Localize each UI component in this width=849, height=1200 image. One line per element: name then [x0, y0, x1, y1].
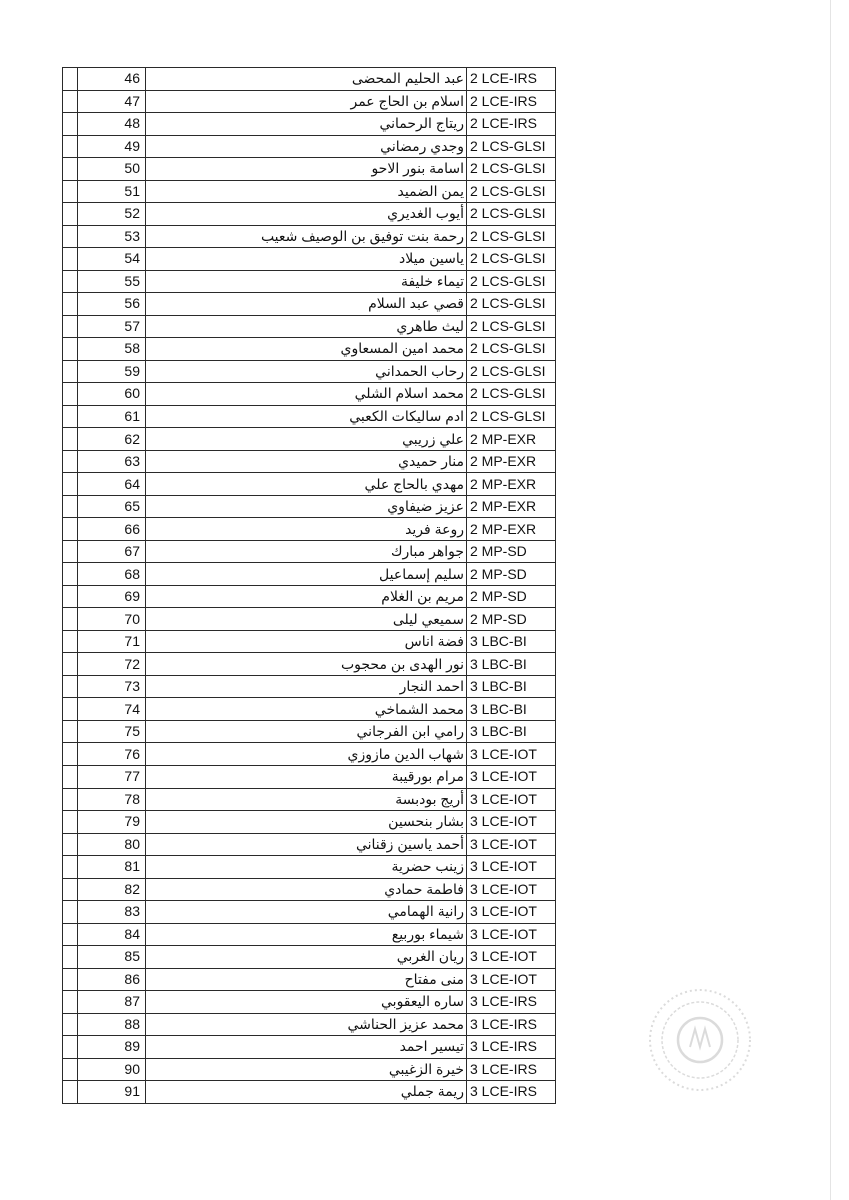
- student-name-cell: تيماء خليفة: [146, 270, 467, 293]
- table-row: [63, 675, 556, 698]
- class-group-cell: 3 LBC-BI: [467, 698, 556, 721]
- empty-cell: [63, 788, 78, 811]
- empty-cell: [63, 270, 78, 293]
- class-group-cell: 3 LBC-BI: [467, 653, 556, 676]
- student-name-cell: محمد عزيز الحناشي: [146, 1013, 467, 1036]
- table-row: [63, 585, 556, 608]
- student-name-cell: منار حميدي: [146, 450, 467, 473]
- table-row: [63, 428, 556, 451]
- roster-body: [63, 68, 556, 1104]
- row-number-cell: 71: [78, 630, 146, 653]
- class-group-cell: 3 LCE-IRS: [467, 1081, 556, 1104]
- row-number-cell: 69: [78, 585, 146, 608]
- empty-cell: [63, 180, 78, 203]
- student-name-cell: أحمد ياسين زقناني: [146, 833, 467, 856]
- row-number-cell: 73: [78, 675, 146, 698]
- class-group-cell: 2 LCE-IRS: [467, 68, 556, 91]
- student-name-cell: أريج بودبسة: [146, 788, 467, 811]
- row-number-cell: 53: [78, 225, 146, 248]
- class-group-cell: 2 MP-SD: [467, 563, 556, 586]
- table-row: [63, 788, 556, 811]
- row-number-cell: 86: [78, 968, 146, 991]
- student-name-cell: ياسين ميلاد: [146, 248, 467, 271]
- empty-cell: [63, 720, 78, 743]
- row-number-cell: 90: [78, 1058, 146, 1081]
- empty-cell: [63, 68, 78, 91]
- student-name-cell: اسامة بنور الاحو: [146, 158, 467, 181]
- student-name-cell: محمد اسلام الشلي: [146, 383, 467, 406]
- row-number-cell: 77: [78, 765, 146, 788]
- table-row: [63, 878, 556, 901]
- class-group-cell: 3 LCE-IOT: [467, 743, 556, 766]
- class-group-cell: 2 LCS-GLSI: [467, 383, 556, 406]
- class-group-cell: 2 LCS-GLSI: [467, 158, 556, 181]
- student-name-cell: سميعي ليلى: [146, 608, 467, 631]
- row-number-cell: 91: [78, 1081, 146, 1104]
- table-row: [63, 743, 556, 766]
- table-row: [63, 293, 556, 316]
- row-number-cell: 55: [78, 270, 146, 293]
- table-row: [63, 833, 556, 856]
- student-name-cell: مهدي بالحاج علي: [146, 473, 467, 496]
- row-number-cell: 85: [78, 946, 146, 969]
- empty-cell: [63, 968, 78, 991]
- empty-cell: [63, 315, 78, 338]
- row-number-cell: 59: [78, 360, 146, 383]
- class-group-cell: 2 LCS-GLSI: [467, 338, 556, 361]
- row-number-cell: 64: [78, 473, 146, 496]
- class-group-cell: 2 MP-EXR: [467, 428, 556, 451]
- table-row: [63, 765, 556, 788]
- empty-cell: [63, 495, 78, 518]
- class-group-cell: 2 MP-EXR: [467, 495, 556, 518]
- table-row: [63, 338, 556, 361]
- table-row: [63, 608, 556, 631]
- row-number-cell: 63: [78, 450, 146, 473]
- student-name-cell: ريتاج الرحماني: [146, 113, 467, 136]
- row-number-cell: 47: [78, 90, 146, 113]
- student-name-cell: ادم ساليكات الكعبي: [146, 405, 467, 428]
- row-number-cell: 61: [78, 405, 146, 428]
- empty-cell: [63, 203, 78, 226]
- row-number-cell: 46: [78, 68, 146, 91]
- student-name-cell: احمد النجار: [146, 675, 467, 698]
- student-name-cell: بشار بنحسين: [146, 811, 467, 834]
- row-number-cell: 72: [78, 653, 146, 676]
- row-number-cell: 89: [78, 1036, 146, 1059]
- student-name-cell: علي زريبي: [146, 428, 467, 451]
- row-number-cell: 56: [78, 293, 146, 316]
- student-name-cell: شهاب الدين مازوزي: [146, 743, 467, 766]
- class-group-cell: 3 LCE-IRS: [467, 1058, 556, 1081]
- class-group-cell: 3 LCE-IOT: [467, 946, 556, 969]
- row-number-cell: 68: [78, 563, 146, 586]
- class-group-cell: 2 LCS-GLSI: [467, 293, 556, 316]
- empty-cell: [63, 675, 78, 698]
- table-row: [63, 630, 556, 653]
- class-group-cell: 3 LCE-IRS: [467, 1013, 556, 1036]
- row-number-cell: 70: [78, 608, 146, 631]
- student-name-cell: رحاب الحمداني: [146, 360, 467, 383]
- student-name-cell: منى مفتاح: [146, 968, 467, 991]
- class-group-cell: 3 LBC-BI: [467, 675, 556, 698]
- class-group-cell: 2 LCS-GLSI: [467, 135, 556, 158]
- table-row: [63, 991, 556, 1014]
- row-number-cell: 83: [78, 901, 146, 924]
- official-stamp-icon: [645, 985, 755, 1095]
- row-number-cell: 62: [78, 428, 146, 451]
- table-row: [63, 653, 556, 676]
- empty-cell: [63, 405, 78, 428]
- class-group-cell: 2 LCS-GLSI: [467, 270, 556, 293]
- empty-cell: [63, 585, 78, 608]
- table-row: [63, 203, 556, 226]
- empty-cell: [63, 856, 78, 879]
- empty-cell: [63, 383, 78, 406]
- class-group-cell: 2 LCS-GLSI: [467, 180, 556, 203]
- row-number-cell: 51: [78, 180, 146, 203]
- table-row: [63, 968, 556, 991]
- row-number-cell: 54: [78, 248, 146, 271]
- student-name-cell: رحمة بنت توفيق بن الوصيف شعيب: [146, 225, 467, 248]
- class-group-cell: 3 LCE-IOT: [467, 923, 556, 946]
- student-name-cell: شيماء بوربيع: [146, 923, 467, 946]
- student-name-cell: يمن الضميد: [146, 180, 467, 203]
- class-group-cell: 2 MP-EXR: [467, 518, 556, 541]
- class-group-cell: 3 LBC-BI: [467, 720, 556, 743]
- row-number-cell: 60: [78, 383, 146, 406]
- empty-cell: [63, 608, 78, 631]
- table-row: [63, 1081, 556, 1104]
- empty-cell: [63, 473, 78, 496]
- row-number-cell: 82: [78, 878, 146, 901]
- student-name-cell: قصي عبد السلام: [146, 293, 467, 316]
- table-row: [63, 495, 556, 518]
- empty-cell: [63, 563, 78, 586]
- class-group-cell: 3 LCE-IOT: [467, 968, 556, 991]
- class-group-cell: 2 LCS-GLSI: [467, 405, 556, 428]
- class-group-cell: 3 LCE-IOT: [467, 856, 556, 879]
- row-number-cell: 50: [78, 158, 146, 181]
- table-row: [63, 540, 556, 563]
- student-name-cell: فضة اناس: [146, 630, 467, 653]
- empty-cell: [63, 158, 78, 181]
- student-name-cell: فاطمة حمادي: [146, 878, 467, 901]
- student-name-cell: مريم بن الغلام: [146, 585, 467, 608]
- row-number-cell: 48: [78, 113, 146, 136]
- table-row: [63, 68, 556, 91]
- table-row: [63, 90, 556, 113]
- row-number-cell: 75: [78, 720, 146, 743]
- empty-cell: [63, 450, 78, 473]
- table-row: [63, 856, 556, 879]
- student-name-cell: زينب حضرية: [146, 856, 467, 879]
- class-group-cell: 3 LBC-BI: [467, 630, 556, 653]
- empty-cell: [63, 833, 78, 856]
- class-group-cell: 3 LCE-IOT: [467, 788, 556, 811]
- student-name-cell: رامي ابن الفرجاني: [146, 720, 467, 743]
- row-number-cell: 52: [78, 203, 146, 226]
- empty-cell: [63, 923, 78, 946]
- student-name-cell: تيسير احمد: [146, 1036, 467, 1059]
- student-name-cell: عزيز ضيفاوي: [146, 495, 467, 518]
- page-edge-line: [830, 0, 831, 1200]
- table-row: [63, 1013, 556, 1036]
- class-group-cell: 2 LCS-GLSI: [467, 315, 556, 338]
- empty-cell: [63, 293, 78, 316]
- table-row: [63, 473, 556, 496]
- class-group-cell: 2 LCS-GLSI: [467, 203, 556, 226]
- table-row: [63, 270, 556, 293]
- empty-cell: [63, 360, 78, 383]
- row-number-cell: 74: [78, 698, 146, 721]
- empty-cell: [63, 518, 78, 541]
- empty-cell: [63, 743, 78, 766]
- student-name-cell: ليث طاهري: [146, 315, 467, 338]
- student-name-cell: نور الهدى بن محجوب: [146, 653, 467, 676]
- student-name-cell: ريمة جملي: [146, 1081, 467, 1104]
- student-name-cell: أيوب الغديري: [146, 203, 467, 226]
- empty-cell: [63, 630, 78, 653]
- class-group-cell: 2 LCE-IRS: [467, 90, 556, 113]
- table-row: [63, 383, 556, 406]
- table-row: [63, 405, 556, 428]
- class-group-cell: 2 MP-EXR: [467, 473, 556, 496]
- student-name-cell: محمد الشماخي: [146, 698, 467, 721]
- row-number-cell: 88: [78, 1013, 146, 1036]
- student-name-cell: روعة فريد: [146, 518, 467, 541]
- table-row: [63, 225, 556, 248]
- class-group-cell: 3 LCE-IRS: [467, 991, 556, 1014]
- student-name-cell: سليم إسماعيل: [146, 563, 467, 586]
- student-name-cell: محمد امين المسعاوي: [146, 338, 467, 361]
- class-group-cell: 2 MP-SD: [467, 608, 556, 631]
- table-row: [63, 158, 556, 181]
- student-name-cell: رانية الهمامي: [146, 901, 467, 924]
- class-group-cell: 3 LCE-IOT: [467, 901, 556, 924]
- empty-cell: [63, 248, 78, 271]
- table-row: [63, 698, 556, 721]
- empty-cell: [63, 1013, 78, 1036]
- empty-cell: [63, 135, 78, 158]
- class-group-cell: 3 LCE-IOT: [467, 811, 556, 834]
- student-name-cell: ساره اليعقوبي: [146, 991, 467, 1014]
- row-number-cell: 49: [78, 135, 146, 158]
- row-number-cell: 78: [78, 788, 146, 811]
- row-number-cell: 57: [78, 315, 146, 338]
- student-name-cell: عبد الحليم المحضى: [146, 68, 467, 91]
- row-number-cell: 58: [78, 338, 146, 361]
- table-row: [63, 113, 556, 136]
- empty-cell: [63, 765, 78, 788]
- class-group-cell: 2 LCS-GLSI: [467, 360, 556, 383]
- empty-cell: [63, 1058, 78, 1081]
- table-row: [63, 811, 556, 834]
- empty-cell: [63, 946, 78, 969]
- row-number-cell: 66: [78, 518, 146, 541]
- empty-cell: [63, 653, 78, 676]
- class-group-cell: 2 LCS-GLSI: [467, 248, 556, 271]
- empty-cell: [63, 811, 78, 834]
- table-row: [63, 1058, 556, 1081]
- row-number-cell: 87: [78, 991, 146, 1014]
- row-number-cell: 84: [78, 923, 146, 946]
- row-number-cell: 80: [78, 833, 146, 856]
- student-name-cell: وجدي رمضاني: [146, 135, 467, 158]
- class-group-cell: 2 LCE-IRS: [467, 113, 556, 136]
- table-row: [63, 315, 556, 338]
- class-group-cell: 2 MP-SD: [467, 585, 556, 608]
- row-number-cell: 67: [78, 540, 146, 563]
- table-row: [63, 1036, 556, 1059]
- class-group-cell: 2 MP-EXR: [467, 450, 556, 473]
- table-row: [63, 901, 556, 924]
- class-group-cell: 2 LCS-GLSI: [467, 225, 556, 248]
- table-row: [63, 450, 556, 473]
- student-name-cell: اسلام بن الحاج عمر: [146, 90, 467, 113]
- empty-cell: [63, 901, 78, 924]
- class-group-cell: 3 LCE-IOT: [467, 878, 556, 901]
- empty-cell: [63, 1036, 78, 1059]
- row-number-cell: 65: [78, 495, 146, 518]
- student-name-cell: ريان الغربي: [146, 946, 467, 969]
- empty-cell: [63, 113, 78, 136]
- table-row: [63, 360, 556, 383]
- row-number-cell: 79: [78, 811, 146, 834]
- table-row: [63, 518, 556, 541]
- row-number-cell: 81: [78, 856, 146, 879]
- table-row: [63, 720, 556, 743]
- table-row: [63, 135, 556, 158]
- student-name-cell: خيرة الزغيبي: [146, 1058, 467, 1081]
- class-group-cell: 3 LCE-IOT: [467, 765, 556, 788]
- class-group-cell: 3 LCE-IRS: [467, 1036, 556, 1059]
- empty-cell: [63, 225, 78, 248]
- table-row: [63, 563, 556, 586]
- student-name-cell: جواهر مبارك: [146, 540, 467, 563]
- table-row: [63, 180, 556, 203]
- student-name-cell: مرام بورقيبة: [146, 765, 467, 788]
- class-group-cell: 2 MP-SD: [467, 540, 556, 563]
- table-row: [63, 248, 556, 271]
- empty-cell: [63, 991, 78, 1014]
- student-roster-table: [62, 67, 556, 1104]
- empty-cell: [63, 338, 78, 361]
- empty-cell: [63, 90, 78, 113]
- empty-cell: [63, 878, 78, 901]
- empty-cell: [63, 428, 78, 451]
- table-row: [63, 946, 556, 969]
- class-group-cell: 3 LCE-IOT: [467, 833, 556, 856]
- row-number-cell: 76: [78, 743, 146, 766]
- empty-cell: [63, 698, 78, 721]
- empty-cell: [63, 1081, 78, 1104]
- table-row: [63, 923, 556, 946]
- empty-cell: [63, 540, 78, 563]
